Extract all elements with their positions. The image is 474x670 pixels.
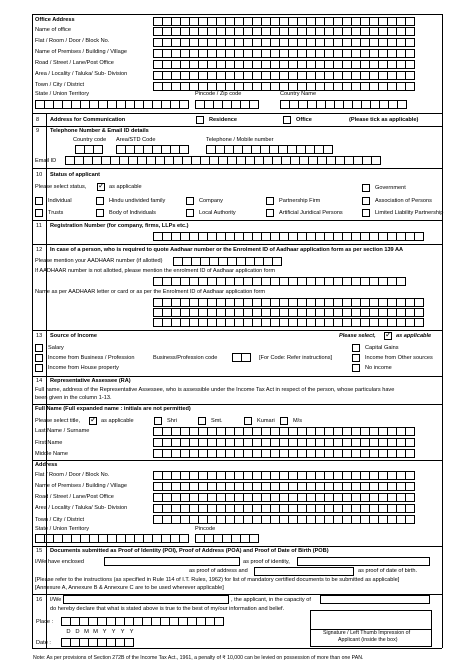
divider bbox=[32, 168, 442, 169]
ra-address-grid[interactable] bbox=[153, 504, 414, 513]
char-cell[interactable] bbox=[179, 100, 189, 109]
office-address-heading: Office Address bbox=[35, 17, 75, 23]
ra-name-grid[interactable] bbox=[153, 438, 414, 447]
char-cell[interactable] bbox=[249, 534, 259, 543]
status-checkbox-aop[interactable] bbox=[362, 197, 370, 205]
section-number: 10 bbox=[36, 172, 43, 178]
ra-name-label: First Name bbox=[35, 440, 63, 446]
declaration-iwe: I/We bbox=[50, 597, 62, 603]
status-option-label: Body of Individuals bbox=[109, 210, 156, 216]
status-checkbox-local-authority[interactable] bbox=[186, 209, 194, 217]
office-field-label: Flat / Room / Door / Block No. bbox=[35, 38, 110, 44]
office-pincode-label: Pincode / Zip code bbox=[195, 91, 242, 97]
divider bbox=[32, 113, 442, 114]
poi-label: I/We have enclosed bbox=[35, 559, 85, 565]
divider bbox=[32, 546, 442, 547]
ra-address-label: Area / Locality / Taluka/ Sub- Division bbox=[35, 505, 128, 511]
char-cell[interactable] bbox=[405, 449, 415, 458]
penalty-note: Note: As per provisions of Section 272B of the Income Tax Act., 1961, a penalty of ₹ 10,000 can be levied on possession of more than one PAN. bbox=[33, 655, 364, 661]
ra-title-select-label: Please select title, bbox=[35, 418, 81, 424]
income-checkbox-house[interactable] bbox=[35, 364, 43, 372]
ra-address-grid[interactable] bbox=[153, 482, 414, 491]
income-option-label: Salary bbox=[48, 345, 64, 351]
date-format-letter: M bbox=[84, 629, 89, 635]
section-title: Status of applicant bbox=[50, 172, 101, 178]
instructions-note: [Please refer to the instructions (as specified in Rule 114 of I.T. Rules, 1962) for list of mandatory certified documents to be submitted as applicable] bbox=[35, 577, 400, 583]
office-field-label: State / Union Territory bbox=[35, 91, 89, 97]
section-title: Registration Number (for company, firms, LLPs etc.) bbox=[50, 223, 189, 229]
aadhaar-name-label: Name as per AADHAAR letter or card or as per the Enrolment ID of Aadhaar application form bbox=[35, 289, 266, 295]
office-label: Office bbox=[296, 117, 312, 123]
ra-name-grid[interactable] bbox=[153, 449, 414, 458]
income-applicable-label: as applicable bbox=[396, 333, 432, 339]
date-label: Date : bbox=[36, 640, 51, 646]
aadhaar-number-label: Please mention your AADHAAR number (if allotted) bbox=[35, 258, 163, 264]
ra-address-grid[interactable] bbox=[153, 493, 414, 502]
income-option-label: No income bbox=[365, 365, 392, 371]
char-cell[interactable] bbox=[405, 38, 415, 47]
status-option-label: Limited Liability Partnership bbox=[375, 210, 444, 216]
char-cell[interactable] bbox=[405, 471, 415, 480]
checkmark-icon: ✓ bbox=[385, 330, 392, 339]
divider bbox=[32, 244, 442, 245]
income-checkbox-other[interactable] bbox=[352, 354, 360, 362]
telephone-grid[interactable] bbox=[206, 145, 332, 154]
section-title: Representative Assessee (RA) bbox=[50, 378, 131, 384]
char-cell[interactable] bbox=[323, 145, 333, 154]
office-field-label: Name of office bbox=[35, 27, 71, 33]
char-cell[interactable] bbox=[405, 438, 415, 447]
capacity-label: , the applicant, in the capacity of bbox=[231, 597, 311, 603]
date-format-letter: D bbox=[75, 629, 80, 635]
enrolment-id-grid[interactable] bbox=[153, 277, 405, 286]
status-checkbox-boi[interactable] bbox=[96, 209, 104, 217]
declaration-text: do hereby declare that what is stated above is true to the best of my/our information and belief. bbox=[50, 606, 285, 612]
applicant-name-input[interactable] bbox=[63, 595, 229, 604]
char-cell[interactable] bbox=[249, 100, 259, 109]
office-field-label: Area / Locality / Taluka/ Sub- Division bbox=[35, 71, 128, 77]
status-select-label: Please select status, bbox=[35, 184, 87, 190]
office-grid-row[interactable] bbox=[153, 71, 414, 80]
income-select-label: Please select, bbox=[339, 333, 376, 339]
ra-address-label: Town / City / District bbox=[35, 517, 85, 523]
office-country-label: Country Name bbox=[280, 91, 317, 97]
section-number: 11 bbox=[36, 223, 42, 229]
section-number: 13 bbox=[36, 333, 43, 339]
section-number: 15 bbox=[36, 548, 43, 554]
office-grid-row[interactable] bbox=[153, 82, 414, 91]
status-option-label: Company bbox=[199, 198, 223, 204]
aadhaar-name-grid[interactable] bbox=[153, 318, 423, 327]
status-checkbox-trusts[interactable] bbox=[35, 209, 43, 217]
office-grid-row[interactable] bbox=[153, 38, 414, 47]
checkmark-icon: ✓ bbox=[98, 181, 105, 190]
ra-address-label: Name of Premises / Building / Village bbox=[35, 483, 127, 489]
ra-title-checkbox-kumari[interactable] bbox=[244, 417, 252, 425]
ra-address-grid[interactable] bbox=[153, 471, 414, 480]
income-checkbox-salary[interactable] bbox=[35, 344, 43, 352]
ra-name-label: Middle Name bbox=[35, 451, 68, 457]
char-cell[interactable] bbox=[405, 427, 415, 436]
char-cell[interactable] bbox=[414, 298, 424, 307]
status-option-label: Government bbox=[375, 185, 406, 191]
char-cell[interactable] bbox=[405, 504, 415, 513]
ra-title-checkbox-ms[interactable] bbox=[280, 417, 288, 425]
frame-top bbox=[32, 14, 442, 15]
divider bbox=[32, 460, 442, 461]
divider bbox=[32, 330, 442, 331]
office-field-label: Name of Premises / Building / Village bbox=[35, 49, 127, 55]
ra-fullname-heading: Full Name (Full expanded name : initials are not permitted) bbox=[35, 406, 191, 412]
business-code-grid[interactable] bbox=[232, 353, 250, 362]
residence-label: Residence bbox=[209, 117, 237, 123]
char-cell[interactable] bbox=[405, 515, 415, 524]
poi-input[interactable] bbox=[104, 557, 240, 566]
status-checkbox-ajp[interactable] bbox=[266, 209, 274, 217]
capacity-input[interactable] bbox=[320, 595, 430, 604]
income-option-label: Income from House property bbox=[48, 365, 119, 371]
section-number: 9 bbox=[36, 128, 40, 134]
status-applicable-label: as applicable bbox=[109, 184, 142, 190]
ra-address-label: State / Union Territory bbox=[35, 526, 89, 532]
char-cell[interactable] bbox=[405, 49, 415, 58]
status-checkbox-partnership[interactable] bbox=[266, 197, 274, 205]
office-checkbox[interactable] bbox=[283, 116, 291, 124]
divider bbox=[32, 376, 442, 377]
ra-title-checkbox-shri[interactable] bbox=[154, 417, 162, 425]
status-option-label: Trusts bbox=[48, 210, 64, 216]
section-number: 8 bbox=[36, 117, 40, 123]
status-checkbox-company[interactable] bbox=[186, 197, 194, 205]
email-label: Email ID bbox=[35, 158, 57, 164]
signature-label: Signature / Left Thumb Impression of bbox=[323, 630, 411, 636]
char-cell[interactable] bbox=[179, 145, 189, 154]
poa-suffix: as proof of address and bbox=[189, 568, 248, 574]
country-code-label: Country code bbox=[73, 137, 107, 143]
status-option-label: Artificial Juridical Persons bbox=[279, 210, 343, 216]
section-title: In case of a person, who is required to quote Aadhaar number or the Enrolment ID of Aadhaar application form as per section 139 AA bbox=[50, 247, 404, 253]
ra-title-checkbox-smt[interactable] bbox=[198, 417, 206, 425]
frame-bottom bbox=[32, 648, 442, 649]
ra-description: Full name, address of the Representative Assessee, who is assessible under the Income Tax Act in respect of the person, whose particulars have bbox=[35, 387, 395, 393]
income-option-label: Capital Gains bbox=[365, 345, 399, 351]
refer-instructions-label: [For Code: Refer instructions] bbox=[259, 355, 333, 361]
residence-checkbox[interactable] bbox=[196, 116, 204, 124]
office-grid-row[interactable] bbox=[153, 17, 414, 26]
char-cell[interactable] bbox=[397, 100, 407, 109]
char-cell[interactable] bbox=[241, 353, 251, 362]
status-checkbox-government[interactable] bbox=[362, 184, 370, 192]
ra-title-option: Smt. bbox=[211, 418, 223, 424]
char-cell[interactable] bbox=[405, 71, 415, 80]
aadhaar-number-grid[interactable] bbox=[173, 257, 281, 266]
date-format-legend bbox=[64, 629, 136, 635]
pob-suffix: as proof of date of birth. bbox=[358, 568, 418, 574]
office-country-grid[interactable] bbox=[280, 100, 406, 109]
status-checkbox-huf[interactable] bbox=[96, 197, 104, 205]
date-format-letter: D bbox=[66, 629, 71, 635]
office-grid-row[interactable] bbox=[153, 60, 414, 69]
status-option-label: Hindu undivided family bbox=[109, 198, 166, 204]
status-option-label: Individual bbox=[48, 198, 72, 204]
ra-pincode-grid[interactable] bbox=[195, 534, 258, 543]
section-title: Address for Communication bbox=[50, 117, 126, 123]
date-format-letter: Y bbox=[120, 629, 125, 635]
tick-note: (Please tick as applicable) bbox=[349, 117, 419, 123]
email-grid[interactable] bbox=[65, 156, 380, 165]
ra-title-option: Kumari bbox=[257, 418, 275, 424]
place-label: Place : bbox=[36, 619, 54, 625]
income-checkbox-capital[interactable] bbox=[352, 344, 360, 352]
char-cell[interactable] bbox=[214, 617, 224, 626]
pob-input[interactable] bbox=[254, 567, 354, 576]
ra-description: been given in the column 1-13. bbox=[35, 395, 112, 401]
checkmark-icon: ✓ bbox=[90, 415, 97, 424]
number-column-divider bbox=[46, 113, 47, 648]
char-cell[interactable] bbox=[414, 318, 424, 327]
poa-input[interactable] bbox=[297, 557, 430, 566]
ra-state-grid[interactable] bbox=[35, 534, 188, 543]
date-format-letter: Y bbox=[129, 629, 134, 635]
section-title: Telephone Number & Email ID details bbox=[50, 128, 149, 134]
ra-address-heading: Address bbox=[35, 462, 58, 468]
char-cell[interactable] bbox=[179, 534, 189, 543]
ra-name-grid[interactable] bbox=[153, 427, 414, 436]
place-grid[interactable] bbox=[61, 617, 223, 626]
business-code-label: Business/Profession code bbox=[153, 355, 218, 361]
divider bbox=[32, 126, 442, 127]
ra-pincode-label: Pincode bbox=[195, 526, 216, 532]
telephone-label: Telephone / Mobile number bbox=[206, 137, 274, 143]
section-number: 12 bbox=[36, 247, 43, 253]
office-grid-row[interactable] bbox=[153, 27, 414, 36]
office-grid-row[interactable] bbox=[153, 49, 414, 58]
status-option-label: Partnership Firm bbox=[279, 198, 321, 204]
annexure-note: [Annexure A, Annexure B & Annexure C are to be used wherever applicable] bbox=[35, 585, 224, 591]
date-format-letter: Y bbox=[111, 629, 116, 635]
char-cell[interactable] bbox=[405, 27, 415, 36]
country-code-grid[interactable] bbox=[75, 145, 102, 154]
ra-address-label: Flat / Room / Door / Block No. bbox=[35, 472, 110, 478]
office-field-label: Road / Street / Lane/Post Office bbox=[35, 60, 114, 66]
frame-right bbox=[442, 14, 443, 648]
office-pincode-grid[interactable] bbox=[195, 100, 258, 109]
enrolment-id-label: If AADHAAR number is not allotted, please mention the enrolment ID of Aadhaar application form bbox=[35, 268, 276, 274]
status-option-label: Association of Persons bbox=[375, 198, 432, 204]
date-grid[interactable] bbox=[61, 638, 133, 647]
section-title: Documents submitted as Proof of Identity (POI), Proof of Address (POA) and Proof of Date of Birth (POB) bbox=[50, 548, 329, 554]
aadhaar-name-grid[interactable] bbox=[153, 298, 423, 307]
office-state-grid[interactable] bbox=[35, 100, 188, 109]
status-checkbox-llp[interactable] bbox=[362, 209, 370, 217]
status-option-label: Local Authority bbox=[199, 210, 236, 216]
char-cell[interactable] bbox=[396, 277, 406, 286]
office-field-label: Town / City / District bbox=[35, 82, 85, 88]
char-cell[interactable] bbox=[414, 232, 424, 241]
section-number: 14 bbox=[36, 378, 43, 384]
std-code-label: Area/STD Code bbox=[116, 137, 156, 143]
registration-number-grid[interactable] bbox=[153, 232, 423, 241]
char-cell[interactable] bbox=[405, 82, 415, 91]
char-cell[interactable] bbox=[405, 493, 415, 502]
date-format-letter: M bbox=[93, 629, 98, 635]
ra-title-applicable-label: as applicable bbox=[101, 418, 134, 424]
char-cell[interactable] bbox=[405, 60, 415, 69]
char-cell[interactable] bbox=[124, 638, 134, 647]
ra-address-label: Road / Street / Lane/Post Office bbox=[35, 494, 114, 500]
aadhaar-name-grid[interactable] bbox=[153, 308, 423, 317]
char-cell[interactable] bbox=[371, 156, 381, 165]
frame-left bbox=[32, 14, 33, 648]
char-cell[interactable] bbox=[414, 308, 424, 317]
divider bbox=[32, 220, 442, 221]
income-option-label: Income from Other sources bbox=[365, 355, 433, 361]
section-number: 16 bbox=[36, 597, 43, 603]
income-option-label: Income from Business / Profession bbox=[48, 355, 135, 361]
ra-title-option: M/s bbox=[293, 418, 303, 424]
ra-address-grid[interactable] bbox=[153, 515, 414, 524]
poi-suffix: as proof of identity, bbox=[243, 559, 290, 565]
income-checkbox-business[interactable] bbox=[35, 354, 43, 362]
char-cell[interactable] bbox=[405, 482, 415, 491]
income-checkbox-none[interactable] bbox=[352, 364, 360, 372]
status-checkbox-individual[interactable] bbox=[35, 197, 43, 205]
section-title: Source of Income bbox=[50, 333, 97, 339]
divider bbox=[32, 404, 442, 405]
date-format-letter: Y bbox=[102, 629, 107, 635]
std-code-grid[interactable] bbox=[116, 145, 188, 154]
char-cell[interactable] bbox=[405, 17, 415, 26]
signature-label: Applicant (inside the box) bbox=[338, 637, 398, 643]
char-cell[interactable] bbox=[93, 145, 103, 154]
ra-name-label: Last Name / Surname bbox=[35, 428, 90, 434]
ra-title-option: Shri bbox=[167, 418, 177, 424]
char-cell[interactable] bbox=[272, 257, 282, 266]
